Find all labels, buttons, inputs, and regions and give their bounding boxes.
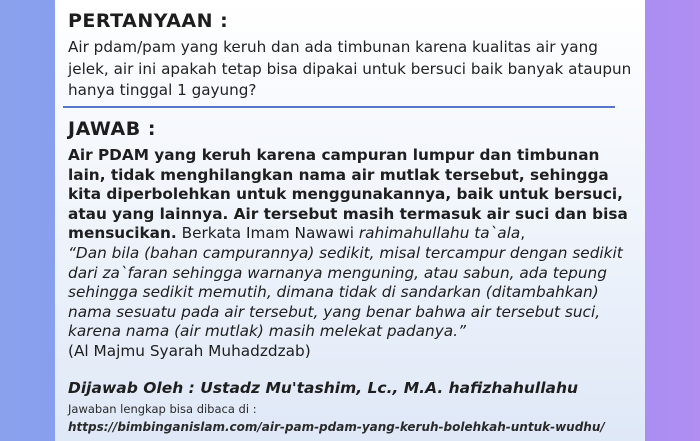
- qa-card: [55, 0, 645, 441]
- source-link[interactable]: https://bimbinganislam.com/air-pam-pdam-yang-keruh-bolehkah-untuk-wudhu/: [68, 420, 605, 434]
- quote-source: (Al Majmu Syarah Muhadzdzab): [68, 341, 311, 360]
- answer-body: [68, 146, 638, 362]
- answered-by: Dijawab Oleh : Ustadz Mu'tashim, Lc., M.A. hafizhahullahu: [68, 379, 579, 397]
- comma: ,: [520, 224, 526, 243]
- read-more-label: Jawaban lengkap bisa dibaca di :: [68, 402, 257, 416]
- question-text: Air pdam/pam yang keruh dan ada timbunan karena kualitas air yang jelek, air ini apakah tetap bisa dipakai untuk bersuci baik banyak ataupun hanya tinggal 1 gayung?: [68, 38, 632, 99]
- section-divider: [63, 106, 615, 108]
- quote-intro: Berkata Imam Nawawi: [176, 224, 359, 243]
- answer-paragraph: Air PDAM yang keruh karena campuran lumpur dan timbunan lain, tidak menghilangkan nama air mutlak tersebut, sehingga kita diperbolehkan untuk menggunakannya, baik untuk bersuci, atau yang lainnya. Air tersebut masih termasuk air suci dan bisa mensucikan.: [68, 146, 628, 243]
- answer-heading: JAWAB :: [68, 118, 156, 140]
- honorific-text: rahimahullahu ta`ala: [358, 224, 521, 243]
- nawawi-quote: “Dan bila (bahan campurannya) sedikit, misal tercampur dengan sedikit dari za`faran sehingga warnanya menguning, atau sabun, ada tepung sehingga sedikit memutih, dimana tidak di sandarkan (ditambahkan) nama sesuatu pada air tersebut, yang benar bahwa air tersebut suci, karena nama (air mutlak) masih melekat padanya.”: [68, 243, 623, 341]
- question-heading: PERTANYAAN :: [68, 10, 229, 32]
